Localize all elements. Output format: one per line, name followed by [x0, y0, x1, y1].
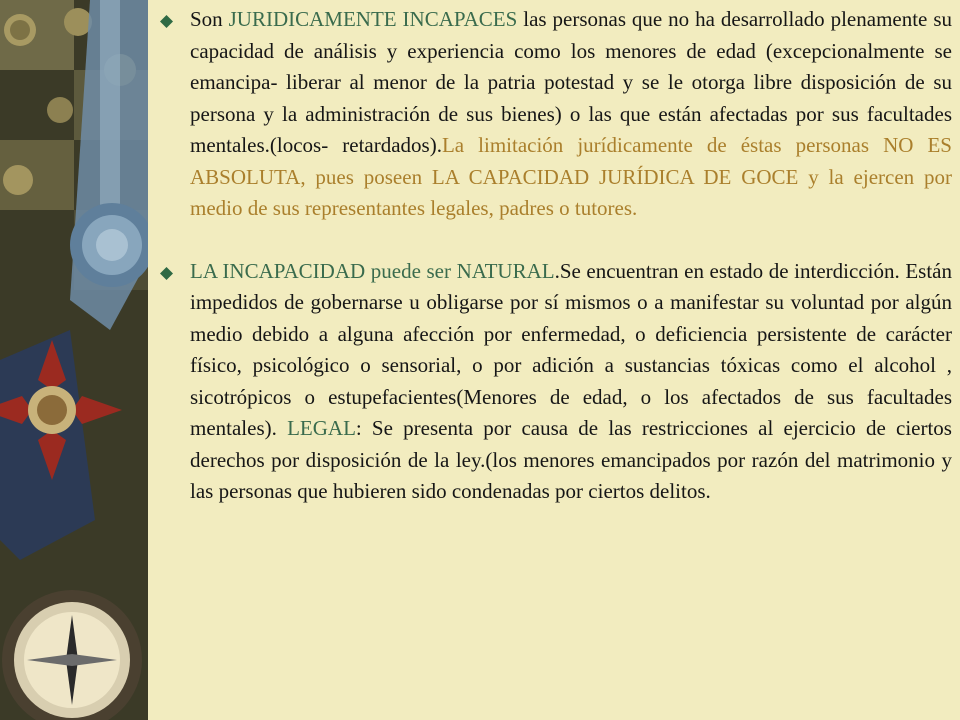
slide-content	[160, 4, 952, 508]
highlight-la-incapacidad: LA INCAPACIDAD	[190, 258, 366, 283]
bullet-text: .Se encuentran en estado de interdicción. Están impedidos de gobernarse u obligarse por sí mismos o a manifestar su voluntad por algún medio debido a alguna afección por enfermedad, o deficiencia persistente de carácter físico, psicológico o sensorial, o por adición a sustancias tóxicas como el alcohol , sicotrópicos o estupefacientes(Menores de edad, o los afectados de sus facultades mentales).	[190, 258, 952, 440]
bullet-item-incapaces	[160, 4, 952, 225]
bullet-text: : Se presenta por causa de las restricciones al ejercicio de ciertos derechos por disposición de la ley.(los menores emancipados por razón del matrimonio y las personas que hubieren sido condenadas por ciertos delitos.	[190, 416, 952, 503]
bullet-text: Son	[190, 7, 229, 31]
bullet-text: las personas que no ha desarrollado plenamente su capacidad de análisis y experiencia como los menores de edad (excepcionalmente se emancipa- liberar al menor de la patria potestad y se le otorga libre disposición de su persona y la administración de sus bienes) o las que están afectadas por sus facultades mentales.(locos- retardados).	[190, 7, 952, 157]
bullet-text: puede ser	[365, 258, 457, 283]
highlight-limitacion: La limitación jurídicamente de éstas personas NO ES ABSOLUTA, pues poseen LA CAPACIDAD JURÍDICA DE GOCE y la ejercen por medio de sus representantes legales, padres o tutores.	[190, 133, 952, 220]
bullet-item-incapacidad	[160, 256, 952, 508]
highlight-juridicamente-incapaces: JURIDICAMENTE INCAPACES	[228, 7, 518, 31]
diamond-bullet-icon	[160, 4, 174, 36]
medal-compass-side-art-image	[0, 0, 148, 720]
diamond-bullet-icon	[160, 256, 174, 288]
side-art-illustration	[0, 0, 148, 720]
highlight-natural: NATURAL	[456, 258, 555, 283]
highlight-legal: LEGAL	[287, 416, 356, 440]
